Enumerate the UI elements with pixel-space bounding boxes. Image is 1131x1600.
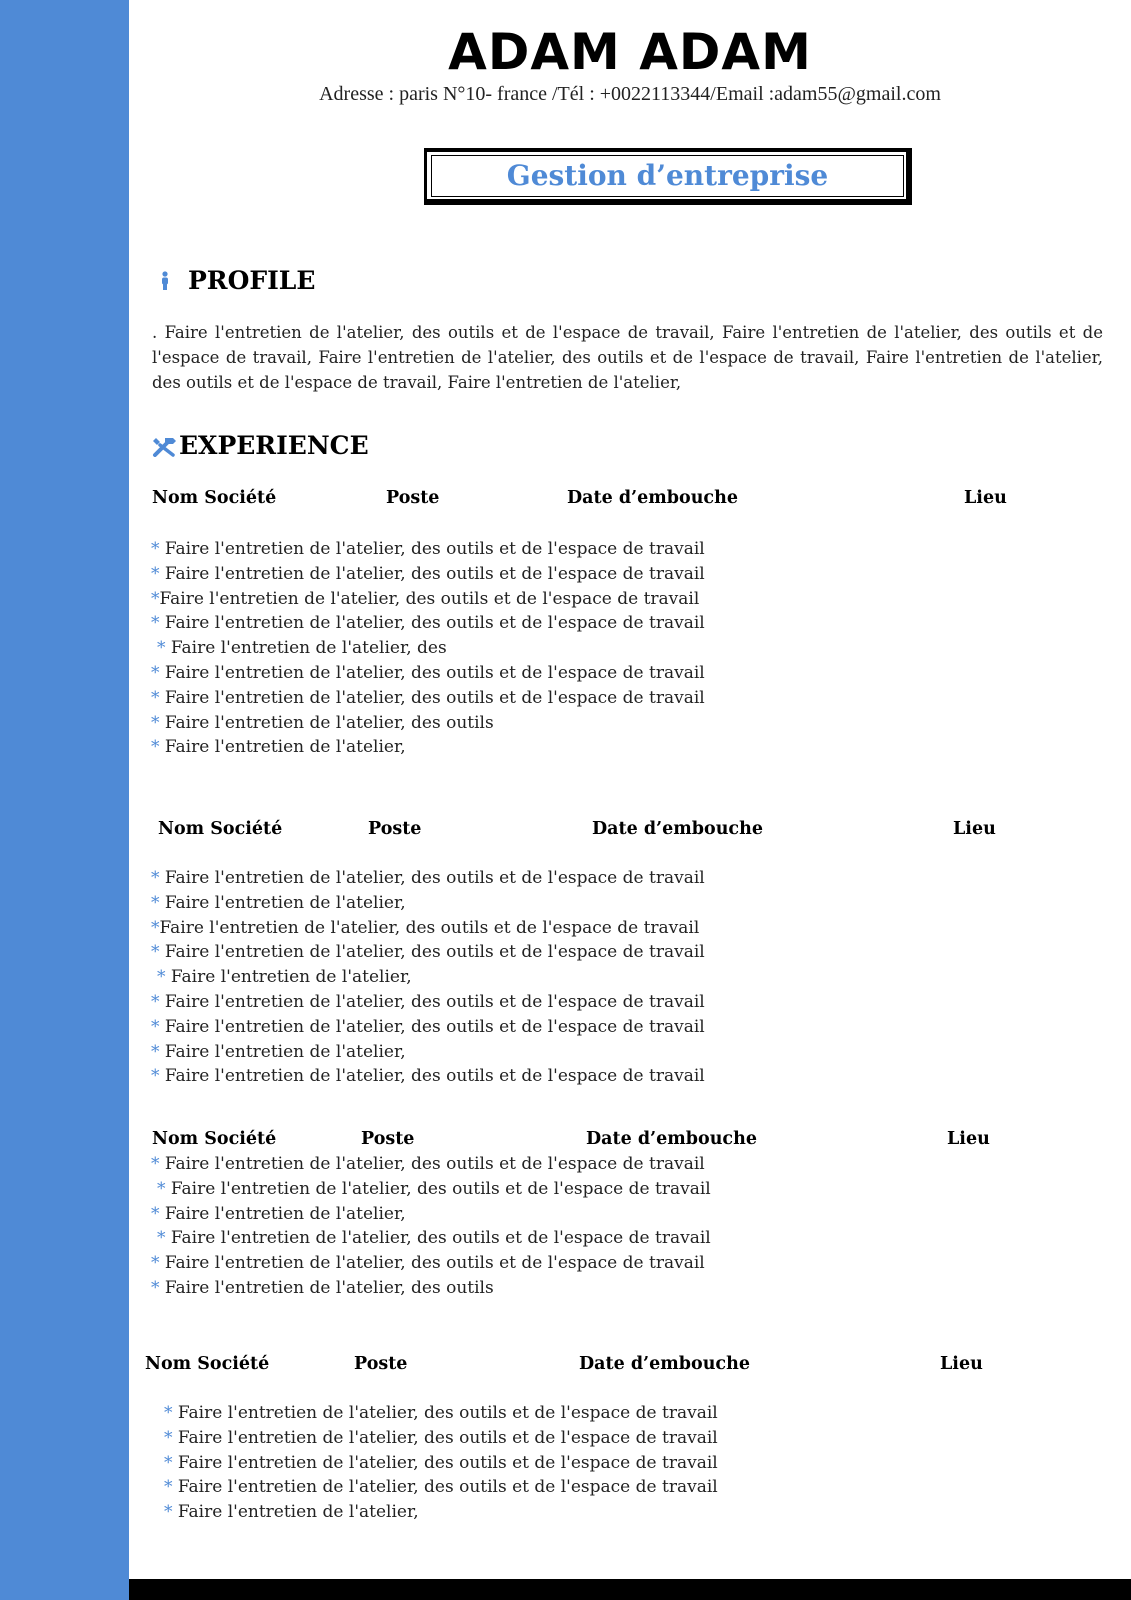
- profile-text: . Faire l'entretien de l'atelier, des outils et de l'espace de travail, Faire l'entretien de l'atelier, des outils et de l'espace de travail, Faire l'entretien de l'atelier, des outils et de l'espace de travail, Faire l'entretien de l'atelier, des outils et de l'espace de travail, Faire l'entretien de l'atelier,: [152, 323, 1103, 392]
- col-location: Lieu: [947, 1129, 990, 1149]
- col-date: Date d’embouche: [592, 819, 763, 839]
- list-item: * Faire l'entretien de l'atelier,: [157, 967, 412, 988]
- col-position: Poste: [361, 1129, 415, 1149]
- tools-icon: [152, 435, 178, 457]
- list-item: * Faire l'entretien de l'atelier, des outils et de l'espace de travail: [151, 662, 705, 683]
- col-position: Poste: [386, 488, 440, 508]
- bullet-star-icon: *: [157, 638, 171, 659]
- profile-heading: PROFILE: [188, 266, 316, 295]
- col-position: Poste: [368, 819, 422, 839]
- bullet-star-icon: *: [151, 737, 165, 758]
- list-item: * Faire l'entretien de l'atelier,: [164, 1502, 419, 1523]
- list-item: * Faire l'entretien de l'atelier, des outils et de l'espace de travail: [151, 1253, 705, 1274]
- bullet-star-icon: *: [157, 967, 171, 988]
- contact-line: Adresse : paris N°10- france /Tél : +0022113344/Email :adam55@gmail.com: [319, 83, 941, 105]
- bullet-star-icon: *: [151, 1066, 165, 1087]
- bullet-star-icon: *: [151, 712, 165, 733]
- list-item: * Faire l'entretien de l'atelier,: [151, 1041, 406, 1062]
- bullet-star-icon: *: [164, 1403, 178, 1423]
- col-date: Date d’embouche: [579, 1354, 750, 1374]
- list-item: * Faire l'entretien de l'atelier, des outils et de l'espace de travail: [157, 1178, 711, 1199]
- bullet-star-icon: *: [151, 613, 165, 634]
- list-item: * Faire l'entretien de l'atelier, des outils et de l'espace de travail: [151, 942, 705, 963]
- bullet-star-icon: *: [164, 1427, 178, 1448]
- bullet-star-icon: *: [157, 1228, 171, 1249]
- list-item: *Faire l'entretien de l'atelier, des outils et de l'espace de travail: [151, 917, 700, 938]
- bullet-star-icon: *: [151, 942, 165, 963]
- left-accent-sidebar: [0, 0, 129, 1600]
- list-item: * Faire l'entretien de l'atelier, des outils et de l'espace de travail: [151, 1016, 705, 1037]
- list-item: * Faire l'entretien de l'atelier,: [151, 892, 406, 913]
- list-item: * Faire l'entretien de l'atelier, des outils et de l'espace de travail: [164, 1427, 718, 1448]
- bullet-star-icon: *: [151, 1203, 165, 1224]
- experience-list-2: [151, 866, 705, 1089]
- bullet-star-icon: *: [151, 687, 165, 708]
- bullet-star-icon: *: [164, 1502, 178, 1523]
- list-item: * Faire l'entretien de l'atelier, des outils et de l'espace de travail: [151, 613, 705, 634]
- col-location: Lieu: [940, 1354, 983, 1374]
- list-item: * Faire l'entretien de l'atelier, des outils: [151, 1277, 494, 1298]
- candidate-name: ADAM ADAM: [448, 23, 812, 81]
- col-company: Nom Société: [145, 1354, 270, 1374]
- list-item: *Faire l'entretien de l'atelier, des outils et de l'espace de travail: [151, 588, 700, 609]
- col-date: Date d’embouche: [567, 488, 738, 508]
- bullet-star-icon: *: [151, 991, 165, 1012]
- bullet-star-icon: *: [151, 662, 165, 683]
- list-item: * Faire l'entretien de l'atelier, des: [157, 638, 447, 659]
- bullet-star-icon: *: [151, 539, 165, 559]
- list-item: * Faire l'entretien de l'atelier, des outils et de l'espace de travail: [164, 1403, 718, 1423]
- list-item: * Faire l'entretien de l'atelier, des outils et de l'espace de travail: [151, 1154, 705, 1174]
- list-item: * Faire l'entretien de l'atelier, des outils et de l'espace de travail: [157, 1228, 711, 1249]
- col-location: Lieu: [964, 488, 1007, 508]
- bullet-star-icon: *: [151, 1016, 165, 1037]
- bullet-star-icon: *: [164, 1477, 178, 1498]
- person-icon: [159, 271, 171, 291]
- bullet-star-icon: *: [151, 1154, 165, 1174]
- bullet-star-icon: *: [151, 917, 160, 938]
- experience-list-3: [151, 1152, 711, 1301]
- experience-list-4: [164, 1401, 718, 1525]
- experience-heading: EXPERIENCE: [179, 431, 369, 460]
- list-item: * Faire l'entretien de l'atelier, des outils et de l'espace de travail: [151, 868, 705, 888]
- list-item: * Faire l'entretien de l'atelier, des outils et de l'espace de travail: [151, 539, 705, 559]
- col-date: Date d’embouche: [586, 1129, 757, 1149]
- list-item: * Faire l'entretien de l'atelier,: [151, 1203, 406, 1224]
- list-item: * Faire l'entretien de l'atelier, des outils: [151, 712, 494, 733]
- experience-list-1: [151, 537, 705, 760]
- list-item: * Faire l'entretien de l'atelier, des outils et de l'espace de travail: [151, 563, 705, 584]
- list-item: * Faire l'entretien de l'atelier, des outils et de l'espace de travail: [164, 1452, 718, 1473]
- bullet-star-icon: *: [151, 563, 165, 584]
- bottom-bar: [129, 1579, 1131, 1600]
- bullet-star-icon: *: [157, 1178, 171, 1199]
- job-title-box: [424, 148, 912, 205]
- bullet-star-icon: *: [151, 1253, 165, 1274]
- bullet-star-icon: *: [151, 588, 160, 609]
- col-company: Nom Société: [152, 488, 277, 508]
- col-position: Poste: [354, 1354, 408, 1374]
- bullet-star-icon: *: [151, 868, 165, 888]
- col-company: Nom Société: [158, 819, 283, 839]
- list-item: * Faire l'entretien de l'atelier, des outils et de l'espace de travail: [164, 1477, 718, 1498]
- bullet-star-icon: *: [151, 1277, 165, 1298]
- bullet-star-icon: *: [151, 1041, 165, 1062]
- col-location: Lieu: [953, 819, 996, 839]
- list-item: * Faire l'entretien de l'atelier, des outils et de l'espace de travail: [151, 991, 705, 1012]
- list-item: * Faire l'entretien de l'atelier,: [151, 737, 406, 758]
- col-company: Nom Société: [152, 1129, 277, 1149]
- job-title: Gestion d’entreprise: [431, 155, 904, 197]
- list-item: * Faire l'entretien de l'atelier, des outils et de l'espace de travail: [151, 687, 705, 708]
- list-item: * Faire l'entretien de l'atelier, des outils et de l'espace de travail: [151, 1066, 705, 1087]
- bullet-star-icon: *: [164, 1452, 178, 1473]
- bullet-star-icon: *: [151, 892, 165, 913]
